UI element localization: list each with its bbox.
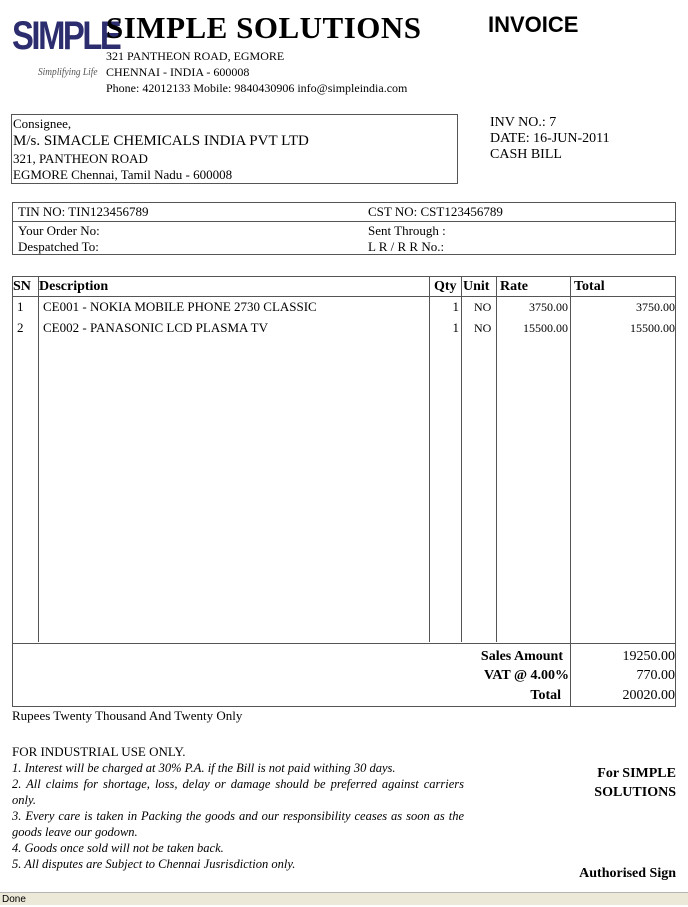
consignee-address-line2: EGMORE Chennai, Tamil Nadu - 600008 — [13, 167, 233, 182]
row-qty: 1 — [452, 299, 459, 314]
industrial-use-note: FOR INDUSTRIAL USE ONLY. — [12, 744, 186, 759]
header-sn: SN — [13, 279, 31, 294]
table-row — [13, 299, 677, 317]
sales-amount-value: 19250.00 — [622, 649, 675, 664]
invoice-date: DATE: 16-JUN-2011 — [490, 131, 610, 146]
authorised-signature: Authorised Sign — [579, 866, 676, 881]
consignee-name: M/s. SIMACLE CHEMICALS INDIA PVT LTD — [13, 133, 309, 149]
sent-through-label: Sent Through : — [368, 223, 446, 238]
row-sn: 2 — [17, 320, 24, 335]
grand-total-value: 20020.00 — [622, 688, 675, 703]
header-qty: Qty — [434, 279, 457, 294]
signature-for-line1: For SIMPLE — [597, 766, 676, 781]
company-address-line2: CHENNAI - INDIA - 600008 — [106, 65, 250, 79]
terms-list — [12, 760, 464, 872]
grand-total-label: Total — [530, 688, 561, 703]
row-unit: NO — [474, 321, 492, 335]
header-description: Description — [39, 279, 109, 294]
bill-type: CASH BILL — [490, 147, 562, 162]
row-total: 3750.00 — [636, 300, 675, 314]
row-total: 15500.00 — [630, 321, 675, 335]
term-item: 5. All disputes are Subject to Chennai Jusrisdiction only. — [12, 857, 296, 871]
company-contact: Phone: 42012133 Mobile: 9840430906 info@simpleindia.com — [106, 81, 408, 95]
cst-number: CST NO: CST123456789 — [368, 204, 503, 219]
tax-order-box — [12, 202, 676, 255]
status-text: Done — [2, 894, 26, 905]
amount-in-words: Rupees Twenty Thousand And Twenty Only — [12, 708, 243, 723]
term-item: 2. All claims for shortage, loss, delay or damage should be preferred against carriers only. — [12, 777, 464, 807]
items-table — [12, 276, 676, 707]
row-rate: 15500.00 — [523, 321, 568, 335]
invoice-title: INVOICE — [488, 12, 579, 37]
your-order-label: Your Order No: — [18, 223, 100, 238]
company-logo: SIMPLE — [12, 14, 120, 58]
lr-rr-label: L R / R R No.: — [368, 239, 445, 254]
header-rate: Rate — [500, 279, 528, 294]
header-total: Total — [574, 279, 605, 294]
header-unit: Unit — [463, 279, 490, 294]
logo-tagline: Simplifying Life — [38, 66, 98, 78]
company-name: SIMPLE SOLUTIONS — [106, 10, 422, 45]
vat-value: 770.00 — [636, 668, 675, 683]
sales-amount-label: Sales Amount — [480, 649, 563, 664]
tin-number: TIN NO: TIN123456789 — [18, 204, 149, 219]
row-unit: NO — [474, 300, 492, 314]
signature-for-line2: SOLUTIONS — [594, 785, 676, 800]
vat-label: VAT @ 4.00% — [484, 668, 569, 683]
company-address-line1: 321 PANTHEON ROAD, EGMORE — [106, 49, 285, 63]
status-bar — [0, 892, 688, 905]
consignee-label: Consignee, — [13, 116, 72, 131]
consignee-box — [11, 114, 458, 184]
invoice-number: INV NO.: 7 — [490, 115, 557, 130]
row-description: CE001 - NOKIA MOBILE PHONE 2730 CLASSIC — [43, 299, 317, 314]
consignee-address-line1: 321, PANTHEON ROAD — [13, 151, 148, 166]
despatched-to-label: Despatched To: — [18, 239, 99, 254]
table-row — [13, 320, 677, 338]
term-item: 1. Interest will be charged at 30% P.A. if the Bill is not paid withing 30 days. — [12, 761, 396, 775]
row-sn: 1 — [17, 299, 24, 314]
term-item: 4. Goods once sold will not be taken back. — [12, 841, 224, 855]
row-rate: 3750.00 — [529, 300, 568, 314]
table-header-row — [13, 279, 677, 296]
row-qty: 1 — [452, 320, 459, 335]
term-item: 3. Every care is taken in Packing the goods and our responsibility ceases as soon as the goods leave our godown. — [12, 809, 464, 839]
row-description: CE002 - PANASONIC LCD PLASMA TV — [43, 320, 269, 335]
